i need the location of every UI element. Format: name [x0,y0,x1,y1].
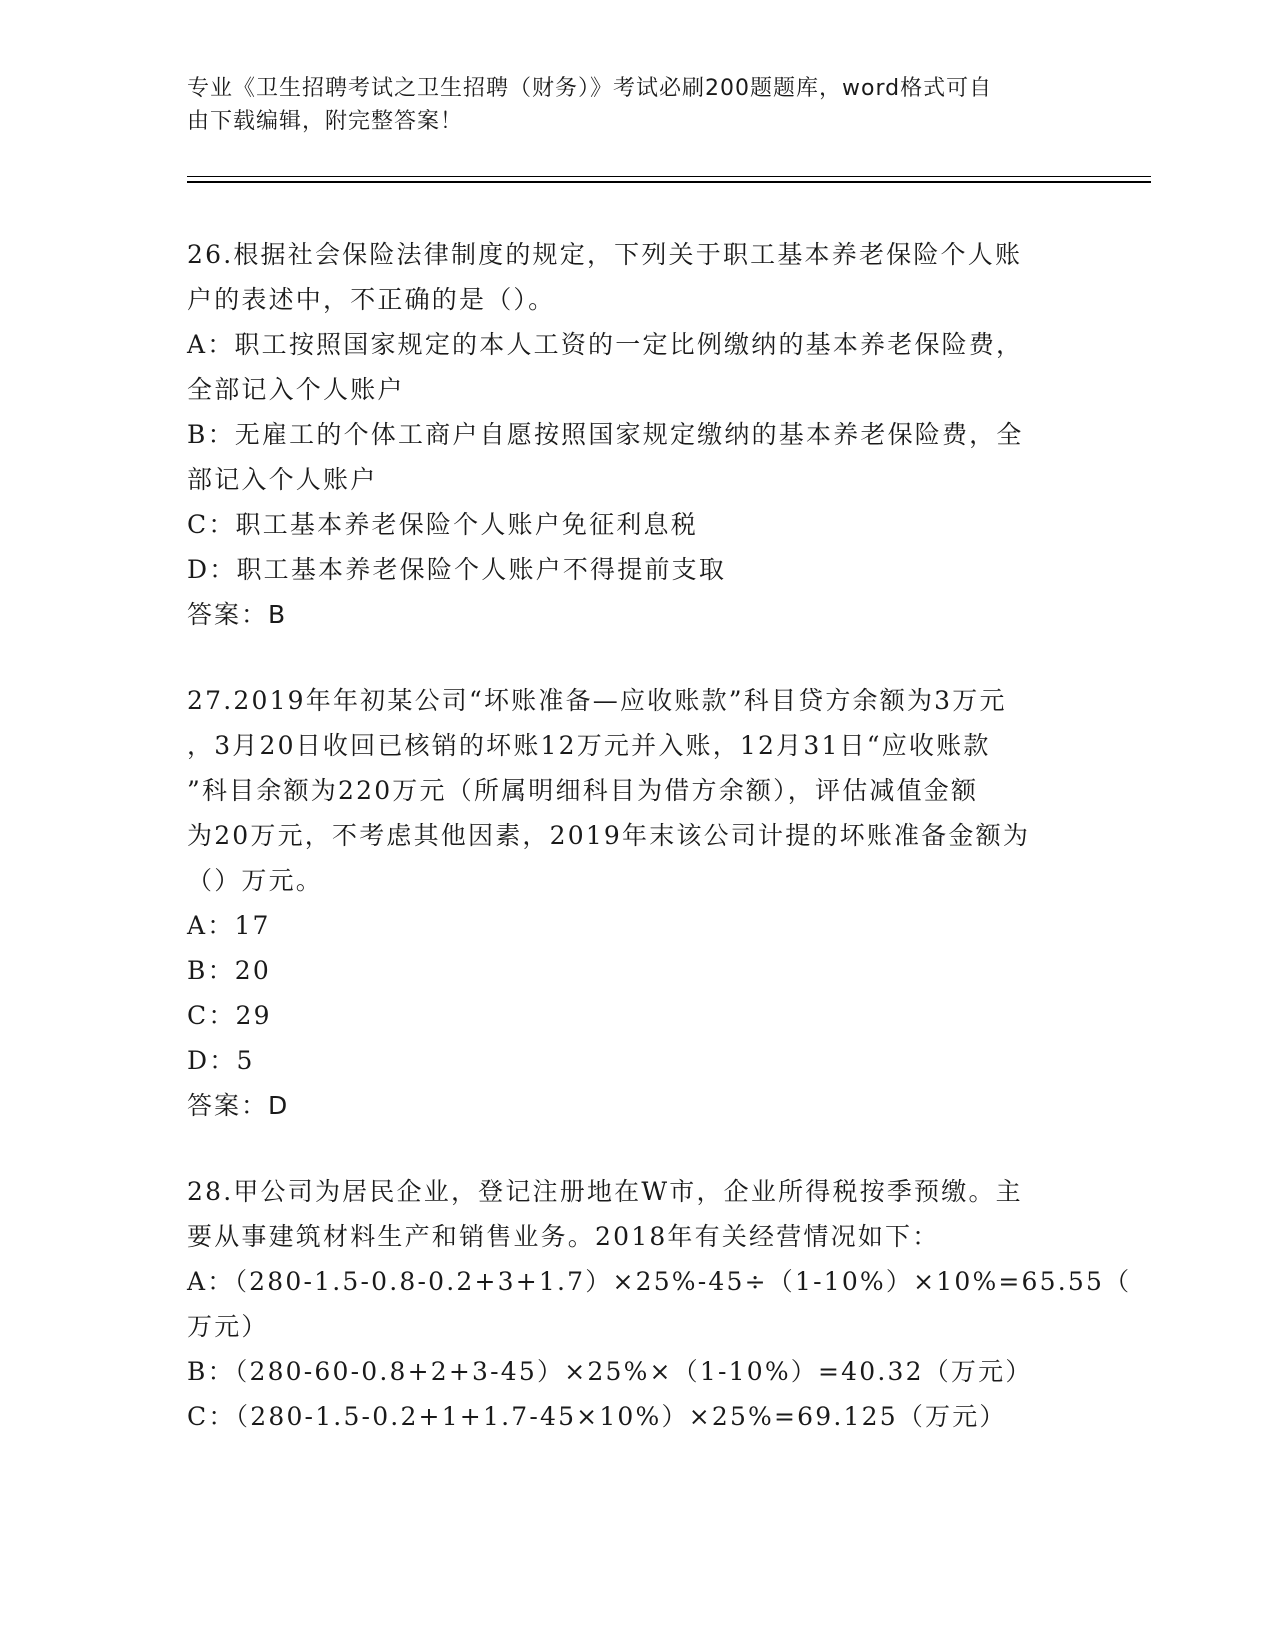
option-b-line: B：无雇工的个体工商户自愿按照国家规定缴纳的基本养老保险费，全 [187,420,1024,449]
question-stem-line: ，3月20日收回已核销的坏账12万元并入账，12月31日“应收账款 [187,731,991,760]
option-c-line: C：29 [187,1001,272,1030]
header-line-1: 专业《卫生招聘考试之卫生招聘（财务）》考试必刷200题题库，word格式可自 [187,76,993,101]
answer-label: 答案：B [187,600,288,629]
option-c-line: C：职工基本养老保险个人账户免征利息税 [187,510,698,539]
question-27 [187,678,1077,1128]
option-b-line: B：（280-60-0.8+2+3-45）×25%×（1-10%）=40.32（万元） [187,1357,1033,1386]
question-stem-line: ”科目余额为220万元（所属明细科目为借方余额），评估减值金额 [187,776,979,805]
option-b-line: 部记入个人账户 [187,465,378,494]
question-stem-line: 26.根据社会保险法律制度的规定，下列关于职工基本养老保险个人账 [187,240,1023,269]
question-list [187,232,1132,1480]
question-stem-line: 为20万元，不考虑其他因素，2019年末该公司计提的坏账准备金额为 [187,821,1031,850]
option-d-line: D：职工基本养老保险个人账户不得提前支取 [187,555,727,584]
document-header [187,72,1067,138]
question-stem-line: 27.2019年年初某公司“坏账准备—应收账款”科目贷方余额为3万元 [187,686,1007,715]
question-28 [187,1169,1132,1439]
option-a-line: A：（280-1.5-0.8-0.2+3+1.7）×25%-45÷（1-10%）×10%=65.55（ [187,1267,1132,1296]
header-rule-thin [187,176,1151,177]
question-stem-line: （）万元。 [187,866,324,895]
option-d-line: D：5 [187,1046,255,1075]
question-stem-line: 户的表述中，不正确的是（）。 [187,285,556,314]
header-rule-thick [187,181,1151,183]
answer-label: 答案：D [187,1091,290,1120]
option-a-line: A：职工按照国家规定的本人工资的一定比例缴纳的基本养老保险费， [187,330,1024,359]
header-line-2: 由下载编辑，附完整答案！ [187,109,464,134]
question-stem-line: 要从事建筑材料生产和销售业务。2018年有关经营情况如下： [187,1222,940,1251]
option-a-line: 全部记入个人账户 [187,375,405,404]
option-c-line: C：（280-1.5-0.2+1+1.7-45×10%）×25%=69.125（万元） [187,1402,1007,1431]
option-b-line: B：20 [187,956,271,985]
option-a-line: A：17 [187,911,271,940]
option-a-line: 万元） [187,1312,269,1341]
question-stem-line: 28.甲公司为居民企业，登记注册地在W市，企业所得税按季预缴。主 [187,1177,1023,1206]
question-26 [187,232,1077,637]
